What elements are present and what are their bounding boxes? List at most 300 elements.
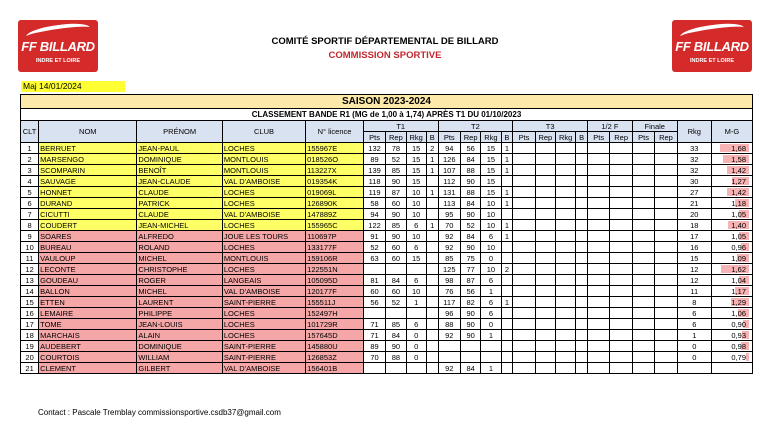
cell-finals — [655, 253, 677, 264]
cell-t1: 122 — [363, 220, 385, 231]
table-row — [21, 165, 753, 176]
logo-sub-text: INDRE ET LOIRE — [35, 58, 80, 64]
table-row — [21, 341, 753, 352]
cell-t1: 56 — [363, 297, 385, 308]
cell-t3 — [555, 253, 575, 264]
cell-mg — [711, 286, 752, 297]
mg-value: 0,98 — [731, 341, 746, 351]
cell-t1: 60 — [386, 198, 406, 209]
mg-value: 1,42 — [731, 187, 746, 197]
logo-brand-text: FF BILLARD — [675, 39, 749, 54]
cell-rkg: 32 — [677, 154, 711, 165]
col-t2: T2 — [438, 121, 513, 132]
page-title: COMITÉ SPORTIF DÉPARTEMENTAL DE BILLARD — [271, 36, 499, 47]
cell-rkg: 1 — [677, 330, 711, 341]
cell-t3 — [555, 330, 575, 341]
cell-prenom: CLAUDE — [137, 187, 222, 198]
cell-rkg: 15 — [677, 253, 711, 264]
cell-mg — [711, 275, 752, 286]
cell-t3 — [555, 308, 575, 319]
cell-t2: 1 — [501, 297, 513, 308]
cell-nom: BERRUET — [39, 143, 137, 154]
cell-prenom: BENOÎT — [137, 165, 222, 176]
cell-t2: 131 — [438, 187, 460, 198]
cell-t1: 119 — [363, 187, 385, 198]
cell-finals — [632, 209, 654, 220]
cell-t2 — [481, 341, 501, 352]
cell-finals — [610, 264, 632, 275]
cell-rkg: 32 — [677, 165, 711, 176]
cell-t2: 84 — [460, 231, 480, 242]
contact-line: Contact : Pascale Tremblay commissionsportive.csdb37@gmail.com — [38, 408, 281, 417]
cell-t1: 10 — [406, 187, 426, 198]
cell-clt: 11 — [21, 253, 39, 264]
cell-t1: 10 — [406, 231, 426, 242]
cell-t3 — [513, 198, 535, 209]
cell-club: SAINT-PIERRE — [222, 341, 305, 352]
cell-t1: 71 — [363, 330, 385, 341]
cell-t2: 15 — [481, 154, 501, 165]
cell-t3 — [576, 363, 588, 374]
cell-t2: 56 — [460, 143, 480, 154]
cell-finals — [588, 264, 610, 275]
cell-finals — [588, 352, 610, 363]
ranking-table-wrapper — [20, 94, 753, 374]
cell-t2: 92 — [438, 363, 460, 374]
cell-t2: 6 — [481, 297, 501, 308]
cell-mg — [711, 165, 752, 176]
cell-mg — [711, 220, 752, 231]
cell-t2: 1 — [501, 165, 513, 176]
cell-finals — [610, 253, 632, 264]
subcol-b: B — [426, 132, 438, 143]
cell-mg — [711, 363, 752, 374]
cell-rkg: 33 — [677, 143, 711, 154]
cell-licence: 145880U — [306, 341, 364, 352]
cell-t3 — [513, 308, 535, 319]
cell-t3 — [513, 286, 535, 297]
table-row — [21, 220, 753, 231]
cell-t2: 112 — [438, 176, 460, 187]
cell-t1: 60 — [386, 242, 406, 253]
cell-t3 — [535, 209, 555, 220]
cell-finals — [610, 209, 632, 220]
subcol-pts: Pts — [632, 132, 654, 143]
cell-prenom: LAURENT — [137, 297, 222, 308]
cell-prenom: CHRISTOPHE — [137, 264, 222, 275]
cell-t1 — [426, 330, 438, 341]
cell-clt: 10 — [21, 242, 39, 253]
cell-t1: 84 — [386, 275, 406, 286]
mg-value: 1,58 — [731, 154, 746, 164]
cell-t3 — [513, 176, 535, 187]
cell-licence: 155967E — [306, 143, 364, 154]
cell-prenom: PATRICK — [137, 198, 222, 209]
cell-prenom: ALAIN — [137, 330, 222, 341]
cell-prenom: CLAUDE — [137, 209, 222, 220]
cell-mg — [711, 253, 752, 264]
cell-finals — [655, 352, 677, 363]
cell-t3 — [513, 231, 535, 242]
cell-t3 — [535, 242, 555, 253]
cell-t1: 15 — [406, 253, 426, 264]
cell-finals — [655, 341, 677, 352]
cell-t1: 84 — [386, 330, 406, 341]
cell-clt: 16 — [21, 308, 39, 319]
cell-prenom: JEAN-PAUL — [137, 143, 222, 154]
cell-t1: 6 — [406, 242, 426, 253]
cell-t3 — [576, 242, 588, 253]
cell-licence: 156401B — [306, 363, 364, 374]
cell-t3 — [535, 143, 555, 154]
cell-finals — [588, 187, 610, 198]
subcol-b: B — [501, 132, 513, 143]
cell-t2 — [501, 341, 513, 352]
cell-t2: 84 — [460, 363, 480, 374]
cell-t1 — [426, 319, 438, 330]
cell-t3 — [555, 264, 575, 275]
cell-t3 — [513, 275, 535, 286]
cell-t2: 6 — [481, 308, 501, 319]
cell-t1 — [406, 308, 426, 319]
cell-t1: 85 — [386, 319, 406, 330]
cell-clt: 6 — [21, 198, 39, 209]
cell-finals — [655, 363, 677, 374]
cell-t1 — [386, 308, 406, 319]
cell-finals — [632, 275, 654, 286]
cell-t2 — [501, 363, 513, 374]
cell-t3 — [513, 330, 535, 341]
cell-finals — [632, 352, 654, 363]
mg-value: 1,17 — [731, 286, 746, 296]
cell-finals — [632, 297, 654, 308]
cell-finals — [588, 220, 610, 231]
cell-clt: 14 — [21, 286, 39, 297]
cell-t3 — [555, 154, 575, 165]
subcol-pts: Pts — [588, 132, 610, 143]
cell-t2: 76 — [438, 286, 460, 297]
cell-club: VAL D'AMBOISE — [222, 176, 305, 187]
cell-club: VAL D'AMBOISE — [222, 286, 305, 297]
cell-rkg: 6 — [677, 319, 711, 330]
cell-t3 — [576, 352, 588, 363]
cell-t2 — [501, 308, 513, 319]
cell-finals — [632, 143, 654, 154]
cell-club: SAINT-PIERRE — [222, 297, 305, 308]
cell-finals — [588, 209, 610, 220]
cell-t2: 90 — [460, 330, 480, 341]
col-t3: T3 — [513, 121, 588, 132]
cell-t3 — [555, 209, 575, 220]
ranking-table — [20, 94, 753, 374]
table-row — [21, 319, 753, 330]
cell-nom: SCOMPARIN — [39, 165, 137, 176]
cell-finals — [655, 209, 677, 220]
cell-t2 — [501, 176, 513, 187]
table-row — [21, 176, 753, 187]
cell-rkg — [677, 363, 711, 374]
cell-t1: 6 — [406, 275, 426, 286]
cell-licence: 113227X — [306, 165, 364, 176]
cell-t2 — [438, 352, 460, 363]
cell-finals — [588, 198, 610, 209]
cell-nom: HONNET — [39, 187, 137, 198]
cell-t2: 1 — [501, 187, 513, 198]
cell-t1 — [363, 363, 385, 374]
cell-licence: 152497H — [306, 308, 364, 319]
mg-value: 1,05 — [731, 231, 746, 241]
cell-t1 — [386, 264, 406, 275]
table-row — [21, 242, 753, 253]
cell-t1: 139 — [363, 165, 385, 176]
cell-t1: 58 — [363, 198, 385, 209]
cell-prenom: ROLAND — [137, 242, 222, 253]
cell-finals — [655, 319, 677, 330]
logo-brand-text: FF BILLARD — [21, 39, 95, 54]
cell-t1: 94 — [363, 209, 385, 220]
cell-t3 — [513, 165, 535, 176]
season-title: SAISON 2023-2024 — [21, 95, 753, 109]
cell-rkg: 0 — [677, 341, 711, 352]
cell-finals — [655, 297, 677, 308]
cell-t1: 52 — [363, 242, 385, 253]
cell-t1 — [363, 308, 385, 319]
subcol-rkg: Rkg — [481, 132, 501, 143]
cell-finals — [632, 198, 654, 209]
cell-finals — [655, 275, 677, 286]
table-row — [21, 209, 753, 220]
cell-t1 — [426, 341, 438, 352]
cell-t2 — [501, 330, 513, 341]
cell-t3 — [535, 187, 555, 198]
mg-value: 0,93 — [731, 330, 746, 340]
cell-t1: 1 — [426, 154, 438, 165]
cell-finals — [588, 275, 610, 286]
table-row — [21, 363, 753, 374]
cell-mg — [711, 264, 752, 275]
cell-t1: 118 — [363, 176, 385, 187]
table-row — [21, 154, 753, 165]
cell-t2: 10 — [481, 209, 501, 220]
cell-mg — [711, 209, 752, 220]
cell-t3 — [576, 176, 588, 187]
cell-t3 — [513, 187, 535, 198]
cell-t1: 60 — [386, 253, 406, 264]
cell-finals — [655, 198, 677, 209]
cell-nom: MARCHAIS — [39, 330, 137, 341]
cell-t1: 0 — [406, 352, 426, 363]
table-row — [21, 308, 753, 319]
cell-clt: 7 — [21, 209, 39, 220]
cell-licence: 159106R — [306, 253, 364, 264]
cell-t2: 85 — [438, 253, 460, 264]
cell-t3 — [535, 176, 555, 187]
cell-t2 — [501, 242, 513, 253]
cell-prenom: MICHEL — [137, 253, 222, 264]
cell-nom: SOARES — [39, 231, 137, 242]
cell-finals — [632, 231, 654, 242]
cell-mg — [711, 143, 752, 154]
cell-rkg: 11 — [677, 286, 711, 297]
cell-finals — [610, 330, 632, 341]
cell-t2: 98 — [438, 275, 460, 286]
cell-finals — [588, 143, 610, 154]
cell-t2: 75 — [460, 253, 480, 264]
subcol-pts: Pts — [363, 132, 385, 143]
cell-t2: 90 — [460, 242, 480, 253]
cell-t1: 91 — [363, 231, 385, 242]
cell-prenom: WILLIAM — [137, 352, 222, 363]
cell-t3 — [535, 297, 555, 308]
cell-t2: 126 — [438, 154, 460, 165]
cell-t3 — [576, 198, 588, 209]
mg-value: 1,05 — [731, 209, 746, 219]
cell-licence: 019069L — [306, 187, 364, 198]
cell-nom: CLEMENT — [39, 363, 137, 374]
cell-clt: 17 — [21, 319, 39, 330]
cell-t2: 117 — [438, 297, 460, 308]
cell-t1 — [426, 275, 438, 286]
cell-t1 — [426, 209, 438, 220]
cell-t2: 6 — [481, 275, 501, 286]
cell-t3 — [535, 231, 555, 242]
cell-prenom: DOMINIQUE — [137, 154, 222, 165]
cell-finals — [655, 143, 677, 154]
col-prenom: PRÉNOM — [137, 121, 222, 143]
cell-finals — [610, 242, 632, 253]
cell-finals — [632, 330, 654, 341]
table-row — [21, 198, 753, 209]
cell-finals — [610, 352, 632, 363]
cell-t3 — [555, 165, 575, 176]
cell-prenom: MICHEL — [137, 286, 222, 297]
mg-value: 1,40 — [731, 220, 746, 230]
cell-t3 — [535, 341, 555, 352]
cell-t3 — [513, 220, 535, 231]
cell-finals — [655, 176, 677, 187]
mg-value: 1,06 — [731, 308, 746, 318]
cell-mg — [711, 308, 752, 319]
cell-t1: 6 — [406, 319, 426, 330]
cell-t2: 1 — [501, 143, 513, 154]
table-row — [21, 352, 753, 363]
cell-t2: 56 — [460, 286, 480, 297]
cell-finals — [610, 275, 632, 286]
cell-t3 — [555, 187, 575, 198]
subcol-rep: Rep — [460, 132, 480, 143]
cell-t3 — [555, 352, 575, 363]
cell-t3 — [576, 341, 588, 352]
cell-t2 — [460, 352, 480, 363]
col-nom: NOM — [39, 121, 137, 143]
cell-t2: 90 — [460, 308, 480, 319]
cell-licence: 155511J — [306, 297, 364, 308]
cell-finals — [588, 176, 610, 187]
cell-club: LOCHES — [222, 220, 305, 231]
mg-value: 1,42 — [731, 165, 746, 175]
cell-t2: 107 — [438, 165, 460, 176]
cell-t1 — [426, 264, 438, 275]
cell-rkg: 12 — [677, 275, 711, 286]
cell-t2 — [501, 253, 513, 264]
cell-t3 — [555, 341, 575, 352]
cell-t3 — [513, 352, 535, 363]
cell-prenom: JEAN-LOUIS — [137, 319, 222, 330]
cell-t3 — [576, 319, 588, 330]
mg-value: 1,27 — [731, 176, 746, 186]
cell-t3 — [555, 176, 575, 187]
cell-club: VAL D'AMBOISE — [222, 363, 305, 374]
cell-mg — [711, 330, 752, 341]
cell-clt: 8 — [21, 220, 39, 231]
update-date: Maj 14/01/2024 — [21, 81, 125, 92]
cell-club: LOCHES — [222, 143, 305, 154]
subcol-rep: Rep — [535, 132, 555, 143]
col-rkg: Rkg — [677, 121, 711, 143]
cell-t1: 90 — [386, 341, 406, 352]
cell-t1: 1 — [406, 297, 426, 308]
cell-nom: SAUVAGE — [39, 176, 137, 187]
cell-t2: 1 — [501, 231, 513, 242]
cell-t1 — [426, 253, 438, 264]
cell-t1: 10 — [406, 209, 426, 220]
cell-t2 — [501, 286, 513, 297]
cell-t3 — [576, 154, 588, 165]
cell-t3 — [535, 363, 555, 374]
cell-finals — [632, 253, 654, 264]
cell-t3 — [555, 198, 575, 209]
cell-licence: 018526O — [306, 154, 364, 165]
cell-finals — [632, 264, 654, 275]
cell-t2: 10 — [481, 242, 501, 253]
cell-t3 — [513, 264, 535, 275]
cell-t1: 1 — [426, 165, 438, 176]
cell-t2: 92 — [438, 231, 460, 242]
cell-finals — [655, 231, 677, 242]
cell-finals — [655, 264, 677, 275]
cell-t1: 87 — [386, 187, 406, 198]
cell-t3 — [576, 275, 588, 286]
mg-value: 0,90 — [731, 319, 746, 329]
mg-value: 1,62 — [731, 264, 746, 274]
cell-finals — [632, 319, 654, 330]
cell-t3 — [535, 275, 555, 286]
cell-club: SAINT-PIERRE — [222, 352, 305, 363]
cell-finals — [632, 154, 654, 165]
subcol-b: B — [576, 132, 588, 143]
cell-t2: 1 — [481, 330, 501, 341]
cell-finals — [610, 154, 632, 165]
cell-t3 — [555, 143, 575, 154]
cell-clt: 9 — [21, 231, 39, 242]
logo-sub-text: INDRE ET LOIRE — [689, 58, 734, 64]
cell-licence: 155965C — [306, 220, 364, 231]
cell-finals — [588, 231, 610, 242]
cell-t2: 1 — [501, 154, 513, 165]
cell-t3 — [576, 264, 588, 275]
cell-t1: 2 — [426, 143, 438, 154]
cell-licence: 157645D — [306, 330, 364, 341]
cell-rkg: 27 — [677, 187, 711, 198]
cell-t2 — [481, 352, 501, 363]
cell-t2: 125 — [438, 264, 460, 275]
cell-t1 — [426, 231, 438, 242]
cell-t3 — [576, 165, 588, 176]
cell-t3 — [535, 165, 555, 176]
cell-club: VAL D'AMBOISE — [222, 209, 305, 220]
mg-bar — [746, 353, 749, 361]
cell-finals — [610, 198, 632, 209]
